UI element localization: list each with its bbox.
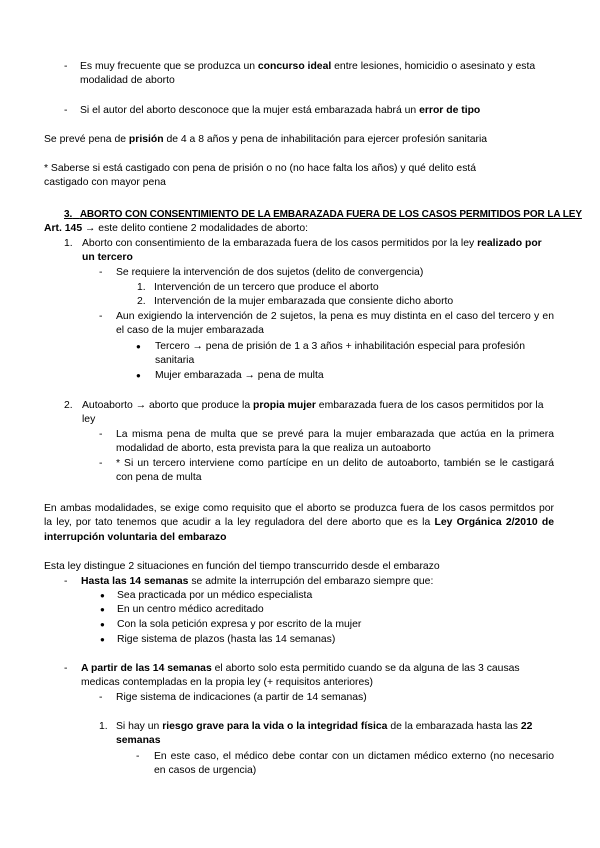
section-heading: 3. ABORTO CON CONSENTIMIENTO DE LA EMBARAZADA FUERA DE LOS CASOS PERMITIDOS POR LA LEY [64,209,582,220]
bullet-icon: ● [100,635,105,644]
list-item: 1. Intervención de un tercero que produce el aborto [137,281,554,295]
bullet-icon: ● [100,591,105,600]
list-item: - Aun exigiendo la intervención de 2 sujetos, la pena es muy distinta en el caso del tercero y en el caso de la mujer embarazada [99,311,554,337]
list-item: - La misma pena de multa que se prevé para la mujer embarazada que actúa en la primera modalidad de aborto, esta prevista para la que realiza un autoaborto [99,429,554,455]
penalty-paragraph: Se prevé pena de prisión de 4 a 8 años y pena de inhabilitación para ejercer profesión sanitaria [44,134,488,145]
list-item: - Se requiere la intervención de dos sujetos (delito de convergencia) [99,266,554,280]
dash-marker: - [136,751,140,762]
article-line: Art. 145 → este delito contiene 2 modalidades de aborto: [44,223,308,234]
list-item: ● En un centro médico acreditado [100,604,264,615]
list-item: - A partir de las 14 semanas el aborto solo esta permitido cuando se da alguna de las 3 causas medicas contempladas en la propia ley (+ requisitos anteriores) [64,663,520,689]
list-item: ● Mujer embarazada → pena de multa [136,370,324,381]
dash-marker: - [99,429,103,440]
list-item: - Rige sistema de indicaciones (a partir de 14 semanas) [99,691,554,705]
intro-line: Esta ley distingue 2 situaciones en función del tiempo transcurrido desde el embarazo [44,561,440,572]
list-item: - Es muy frecuente que se produzca un concurso ideal entre lesiones, homicidio o asesinato y esta modalidad de aborto [64,61,536,87]
dash-marker: - [64,576,68,587]
item-number: 2. [64,400,73,411]
list-item: - * Si un tercero interviene como partícipe en un delito de autoaborto, también se le castigará con pena de multa [99,458,554,484]
list-item: ● Con la sola petición expresa y por escrito de la mujer [100,619,362,630]
list-item: ● Sea practicada por un médico especialista [100,590,313,601]
dash-marker: - [64,663,68,674]
numbered-item-risk: 1. Si hay un riesgo grave para la vida o la integridad física de la embarazada hasta las 22 semanas [99,721,533,747]
bullet-icon: ● [136,371,141,380]
list-item: - Si el autor del aborto desconoce que la mujer está embarazada habrá un error de tipo [64,104,552,118]
dash-marker: - [99,458,103,469]
bullet-icon: ● [100,605,105,614]
list-item: ● Tercero → pena de prisión de 1 a 3 años + inhabilitación especial para profesión sanitaria [136,341,525,367]
dash-marker: - [99,267,103,278]
bullet-icon: ● [100,620,105,629]
bullet-icon: ● [136,342,141,351]
requirement-paragraph: En ambas modalidades, se exige como requisito que el aborto se produzca fuera de los casos permitdos por la ley, por tato tenemos que acudir a la ley reguladora del dere aborto que es la Ley Orgánica 2/2010 de interrupción voluntaria del embarazo [44,503,554,543]
list-item: ● Rige sistema de plazos (hasta las 14 semanas) [100,634,336,645]
item-number: 2. [137,296,146,307]
item-number: 1. [99,721,108,732]
dash-marker: - [64,105,68,116]
dash-marker: - [64,61,68,72]
item-number: 1. [64,238,73,249]
numbered-item-modality-2: 2. Autoaborto → aborto que produce la propia mujer embarazada fuera de los casos permitidos por la ley [64,400,544,426]
dash-marker: - [99,311,103,322]
list-item: - En este caso, el médico debe contar con un dictamen médico externo (no necesario en casos de urgencia) [136,751,554,777]
list-item: - Hasta las 14 semanas se admite la interrupción del embarazo siempre que: [64,575,554,589]
item-number: 1. [137,282,146,293]
numbered-item-modality-1: 1. Aborto con consentimiento de la embarazada fuera de los casos permitidos por la ley realizado por un tercero [64,238,542,264]
note-paragraph: * Saberse si está castigado con pena de prisión o no (no hace falta los años) y qué delito está castigado con mayor pena [44,163,477,189]
list-item: 2. Intervención de la mujer embarazada que consiente dicho aborto [137,295,554,309]
dash-marker: - [99,692,103,703]
